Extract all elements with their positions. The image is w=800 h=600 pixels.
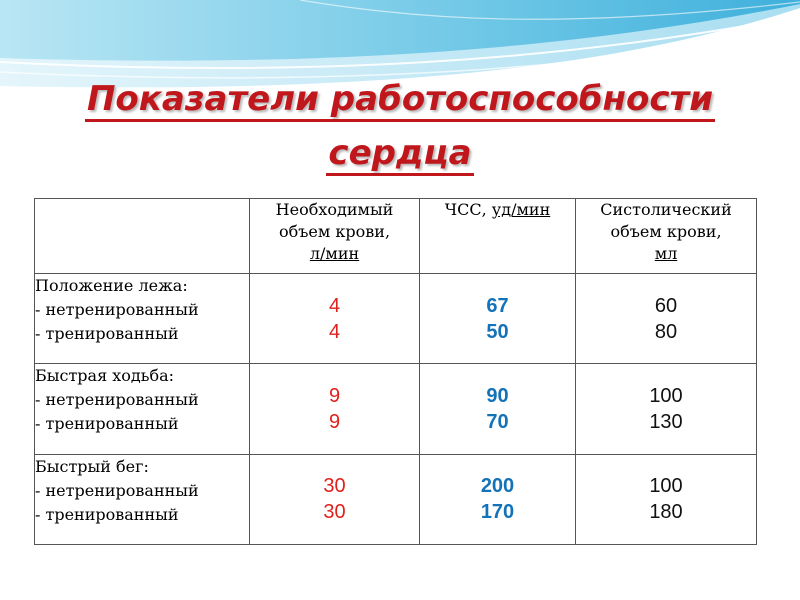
header-text: Необходимый — [275, 200, 394, 219]
value-untrained: 90 — [486, 384, 509, 407]
value-trained: 30 — [323, 501, 346, 524]
value-untrained: 60 — [654, 294, 678, 317]
table-row — [35, 454, 757, 544]
row-label-cell — [35, 274, 250, 364]
value-trained: 9 — [328, 410, 341, 433]
value-trained: 4 — [328, 320, 341, 343]
header-empty-cell — [35, 199, 250, 274]
header-stroke-volume — [576, 199, 757, 274]
stroke-volume-cell — [576, 274, 757, 364]
title-line-2: сердца — [326, 133, 473, 176]
value-untrained: 30 — [323, 475, 346, 498]
stroke-volume-cell — [576, 364, 757, 454]
value-untrained: 200 — [480, 475, 515, 498]
value-untrained: 4 — [328, 294, 341, 317]
value-untrained: 100 — [649, 384, 683, 407]
blood-volume-cell — [250, 454, 420, 544]
blood-volume-cell — [250, 364, 420, 454]
value-trained: 70 — [486, 410, 509, 433]
row-sublabel: - тренированный — [35, 504, 179, 524]
header-text: объем крови, — [610, 222, 722, 241]
value-untrained: 100 — [649, 475, 683, 498]
row-sublabel: - нетренированный — [35, 390, 199, 410]
title-line-1: Показатели работоспособности — [85, 79, 715, 122]
value-trained: 170 — [480, 501, 515, 524]
table-row — [35, 364, 757, 454]
heart-rate-cell — [420, 274, 576, 364]
header-heart-rate — [420, 199, 576, 274]
table-header-row — [35, 199, 757, 274]
value-trained: 80 — [654, 320, 678, 343]
header-text: Систолический — [600, 200, 732, 219]
value-trained: 130 — [649, 410, 683, 433]
row-label: Быстрый бег: — [35, 456, 149, 476]
header-unit: л/мин — [309, 244, 360, 263]
stroke-volume-cell — [576, 454, 757, 544]
row-sublabel: - нетренированный — [35, 480, 199, 500]
heart-rate-cell — [420, 364, 576, 454]
heart-performance-table — [34, 198, 757, 545]
row-label: Быстрая ходьба: — [35, 366, 175, 386]
row-sublabel: - тренированный — [35, 324, 179, 343]
header-text: ЧСС, — [444, 200, 492, 219]
row-sublabel: - тренированный — [35, 414, 179, 434]
row-sublabel: - нетренированный — [35, 300, 199, 319]
header-unit: уд/мин — [491, 200, 551, 219]
header-blood-volume — [250, 199, 420, 274]
value-untrained: 9 — [328, 384, 341, 407]
row-label-cell — [35, 364, 250, 454]
row-label-cell — [35, 454, 250, 544]
row-label: Положение лежа: — [35, 276, 188, 295]
header-text: объем крови, — [278, 222, 391, 241]
header-unit: мл — [654, 244, 678, 263]
value-untrained: 67 — [486, 294, 509, 317]
blood-volume-cell — [250, 274, 420, 364]
slide-title — [0, 74, 800, 178]
heart-rate-cell — [420, 454, 576, 544]
value-trained: 180 — [649, 501, 683, 524]
table-row — [35, 274, 757, 364]
value-trained: 50 — [486, 320, 509, 343]
